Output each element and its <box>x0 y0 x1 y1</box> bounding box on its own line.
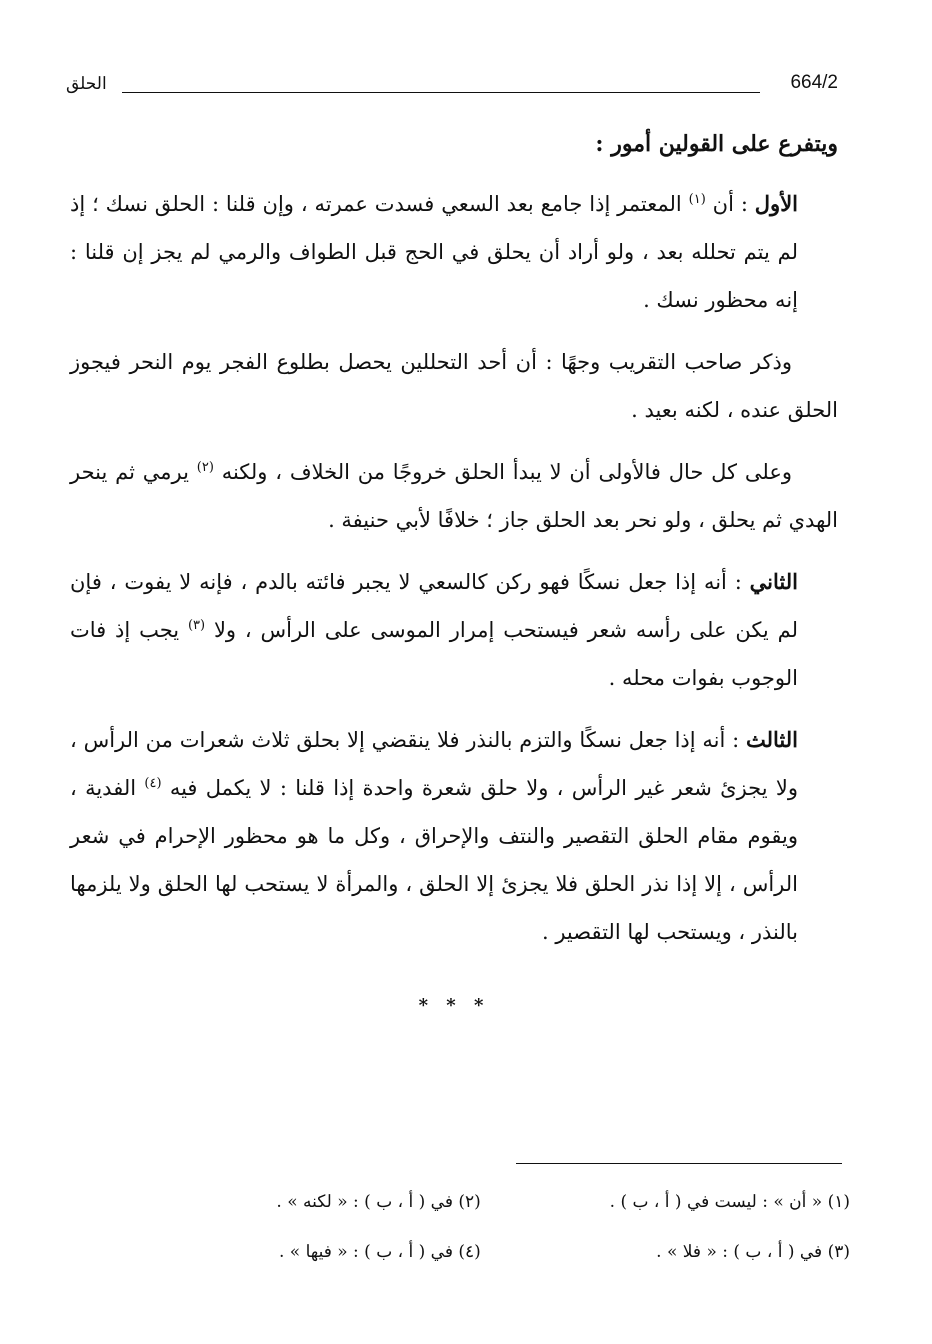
paragraph-lead: الثاني <box>749 569 798 594</box>
paragraph-text: المعتمر إذا جامع بعد السعي فسدت عمرته ، وإن قلنا : الحلق نسك ؛ إذ لم يتم تحلله بعد ، ولو أراد أن يحلق في الحج قبل الطواف والرمي لم يجز إن قلنا : إنه محظور نسك . <box>70 192 798 312</box>
section-separator: * * * <box>418 995 490 1016</box>
paragraph-third <box>70 448 838 544</box>
footnote-ref[interactable]: (٢) <box>196 460 214 475</box>
footnote-row <box>140 1192 850 1242</box>
footnote-row <box>140 1242 850 1292</box>
header-rule <box>122 92 760 93</box>
footnotes <box>140 1192 850 1292</box>
paragraph-text: الفدية ، ويقوم مقام الحلق التقصير والنتف والإحراق ، وكل ما هو محظور الإحرام في شعر الرأس ، إلا إذا نذر الحلق فلا يجزئ إلا الحلق ، والمرأة لا يستحب لها الحلق ولا يلزمها بالنذر ، ويستحب لها التقصير . <box>70 776 798 944</box>
paragraph-text: يرمي ثم ينحر الهدي ثم يحلق ، ولو نحر بعد الحلق جاز ؛ خلافًا لأبي حنيفة . <box>70 460 838 532</box>
paragraph-lead: الأول <box>754 191 799 216</box>
paragraph-text: : أنه إذا جعل نسكًا فهو ركن كالسعي لا يجبر فائته بالدم ، فإنه لا يفوت ، فإن لم يكن على رأسه شعر فيستحب إمرار الموسى على الرأس ، ولا <box>70 570 798 642</box>
footnote-ref[interactable]: (١) <box>688 192 706 207</box>
footnote-2: (٢) في ( أ ، ب ) : « لكنه » . <box>276 1192 481 1212</box>
footnote-1: (١) « أن » : ليست في ( أ ، ب ) . <box>609 1192 850 1212</box>
running-header <box>66 72 838 102</box>
paragraph-lead: الثالث <box>746 727 798 752</box>
paragraph-text: وعلى كل حال فالأولى أن لا يبدأ الحلق خروجًا من الخلاف ، ولكنه <box>213 460 792 484</box>
running-title: الحلق <box>66 74 107 94</box>
footnote-3: (٣) في ( أ ، ب ) : « فلا » . <box>656 1242 850 1262</box>
page-number: 664/2 <box>790 72 838 93</box>
paragraph-text: : أنه إذا جعل نسكًا والتزم بالنذر فلا ينقضي إلا بحلق ثلاث شعرات من الرأس ، ولا يجزئ شعر غير الرأس ، ولا حلق شعرة واحدة إذا قلنا : لا يكمل فيه <box>70 728 798 800</box>
paragraph-text: وذكر صاحب التقريب وجهًا : أن أحد التحللين يحصل بطلوع الفجر يوم النحر فيجوز الحلق عنده ، لكنه بعيد . <box>70 350 838 422</box>
paragraph-first <box>70 180 838 324</box>
footnote-4: (٤) في ( أ ، ب ) : « فيها » . <box>278 1242 481 1262</box>
main-text <box>70 120 838 1030</box>
paragraph-text: : أن <box>705 192 755 216</box>
footnote-ref[interactable]: (٤) <box>144 776 162 791</box>
paragraph-fifth <box>70 716 838 956</box>
footnote-ref[interactable]: (٣) <box>187 618 206 633</box>
footnote-rule <box>516 1163 842 1164</box>
paragraph-text: يجب إذ فات الوجوب بفوات محله . <box>70 618 798 690</box>
section-heading: ويتفرع على القولين أمور : <box>595 131 838 157</box>
paragraph-fourth <box>70 558 838 702</box>
paragraph-second <box>70 338 838 434</box>
